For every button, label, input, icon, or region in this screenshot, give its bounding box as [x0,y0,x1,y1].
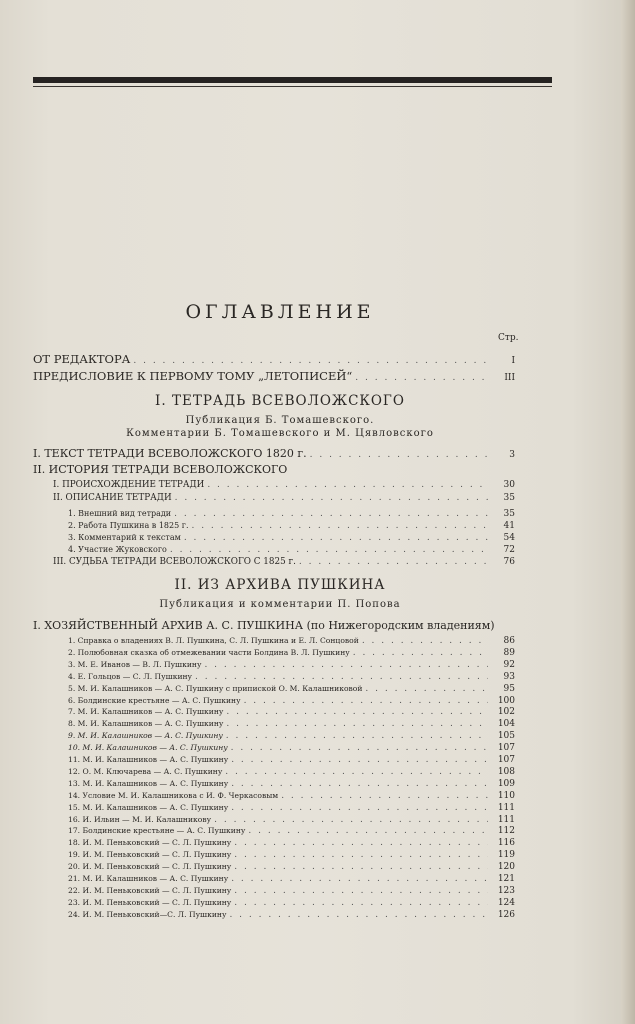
toc-entry-title: 1. Справка о владениях В. Л. Пушкина, С. Л. Пушкина и Е. Л. Сонцовой [68,636,359,645]
toc-entry-page: 95 [503,683,515,694]
dot-leader [234,898,488,908]
toc-entry-title: 3. Комментарий к текстам [68,533,181,542]
toc-entry-page: 124 [497,897,515,908]
toc-entry [68,684,515,694]
dot-leader [355,373,488,383]
toc-entry [68,910,515,920]
toc-entry-page: 3 [509,450,515,460]
dot-leader [170,545,488,555]
toc-entry-title: ОТ РЕДАКТОРА [33,352,131,366]
toc-entry [68,533,515,543]
toc-entry-page: 111 [497,802,515,813]
dot-leader [214,815,488,825]
toc-entry-title: III. СУДЬБА ТЕТРАДИ ВСЕВОЛОЖСКОГО С 1825 г. [53,557,296,567]
toc-entry-page: 110 [497,790,515,801]
toc-entry [68,791,515,801]
toc-entry-title: 4. Е. Гольцов — С. Л. Пушкину [68,671,193,681]
dot-leader [225,767,488,777]
toc-entry-title: II. ИСТОРИЯ ТЕТРАДИ ВСЕВОЛОЖСКОГО [33,463,288,476]
dot-leader [195,672,488,682]
toc-entry-page: 107 [497,743,515,754]
toc-entry-title: 18. И. М. Пеньковский — С. Л. Пушкину [68,838,232,848]
toc-entry-page: 93 [503,671,515,682]
dot-leader [365,684,488,694]
toc-entry-title: I. ПРОИСХОЖДЕНИЕ ТЕТРАДИ [53,480,205,490]
toc-entry [68,545,515,555]
toc-entry-front [33,352,515,366]
toc-entry-page: 41 [503,521,515,531]
toc-entry [68,707,515,717]
toc-entry-page: 105 [497,731,515,742]
dot-leader [226,707,488,717]
toc-entry [68,850,515,860]
dot-leader [226,731,488,741]
toc-entry-title: 7. М. И. Калашников — А. С. Пушкину [68,707,224,717]
toc-entry [53,557,515,567]
dot-leader [231,874,488,884]
toc-entry-page: 120 [497,862,515,873]
top-rule-thin [33,86,552,87]
toc-entry-page: 35 [503,509,515,519]
dot-leader [226,719,488,729]
dot-leader [175,493,488,503]
toc-entry-title: 11. М. И. Калашников — А. С. Пушкину [68,755,229,764]
toc-entry [53,480,515,490]
dot-leader [229,910,488,920]
dot-leader [204,660,488,670]
toc-entry-page: 109 [497,778,515,789]
toc-entry-title: 20. И. М. Пеньковский — С. Л. Пушкину [68,862,232,872]
toc-entry-title: 19. И. М. Пеньковский — С. Л. Пушкину [68,850,232,860]
toc-entry-page: 92 [503,659,515,670]
dot-leader [234,862,488,872]
toc-entry-title: 14. Условие М. И. Калашникова с И. Ф. Черкасовым [68,790,279,800]
dot-leader [244,696,488,706]
toc-entry-front [33,369,515,383]
toc-entry [33,463,515,476]
toc-entry-title: 6. Болдинские крестьяне — А. С. Пушкину [68,695,241,705]
section-heading: I. ХОЗЯЙСТВЕННЫЙ АРХИВ А. С. ПУШКИНА (по Нижегородским владениям) [33,619,495,632]
dot-leader [231,755,488,765]
toc-entry-title: ПРЕДИСЛОВИЕ К ПЕРВОМУ ТОМУ „ЛЕТОПИСЕЙ“ [33,369,353,383]
toc-entry-page: 100 [497,695,515,706]
toc-entry-page: 126 [497,909,515,920]
dot-leader [281,791,488,801]
top-rule [33,77,552,83]
toc-entry-title: 10. М. И. Калашников — А. С. Пушкину [68,743,228,753]
dot-leader [231,743,488,753]
dot-leader [191,521,488,531]
page-column-label: Стр. [498,333,519,343]
toc-entry-page: 72 [503,545,515,555]
toc-entry [68,838,515,848]
dot-leader [234,838,488,848]
page-title: ОГЛАВЛЕНИЕ [185,301,375,323]
part-commentary-note: Комментарии Б. Томашевского и М. Цявловского [126,428,434,439]
toc-entry-page: 102 [497,707,515,718]
toc-entry [68,660,515,670]
dot-leader [231,779,488,789]
dot-leader [207,480,488,490]
dot-leader [310,450,488,460]
toc-entry-title: 9. М. И. Калашников — А. С. Пушкину [68,731,223,741]
dot-leader [362,636,488,646]
toc-entry [68,803,515,813]
toc-entry-title: 23. И. М. Пеньковский — С. Л. Пушкину [68,897,232,907]
toc-entry-title: 21. М. И. Калашников — А. С. Пушкину [68,874,229,883]
part-heading: I. ТЕТРАДЬ ВСЕВОЛОЖСКОГО [155,393,405,409]
toc-entry [68,509,515,519]
toc-entry [68,755,515,765]
dot-leader [184,533,488,543]
toc-entry-page: 89 [503,647,515,658]
part-publication-note: Публикация и комментарии П. Попова [159,599,401,610]
page-edge [621,0,635,1024]
toc-entry [68,743,515,753]
toc-entry [68,636,515,646]
toc-entry-page: 104 [497,719,515,730]
toc-entry-page: 111 [497,814,515,825]
dot-leader [234,886,488,896]
toc-entry-page: 86 [503,636,515,646]
dot-leader [231,803,488,813]
toc-entry-page: 116 [497,838,515,849]
toc-entry-page: 119 [497,850,515,861]
toc-entry-title: 13. М. И. Калашников — А. С. Пушкину [68,778,229,788]
dot-leader [133,356,488,366]
dot-leader [248,826,488,836]
part-publication-note: Публикация Б. Томашевского. [185,415,375,426]
toc-entry-title: II. ОПИСАНИЕ ТЕТРАДИ [53,493,172,503]
toc-entry-page: 54 [503,533,515,543]
toc-entry-page: 76 [503,557,515,567]
toc-entry [68,731,515,741]
toc-entry-title: 15. М. И. Калашников — А. С. Пушкину [68,802,229,812]
dot-leader [299,557,488,567]
toc-entry [68,874,515,884]
toc-entry-page: 35 [503,493,515,503]
toc-entry [53,493,515,503]
toc-entry [33,447,515,460]
toc-entry-page: 121 [497,874,515,884]
toc-entry-page: I [511,356,515,366]
toc-entry-page: III [504,373,515,383]
toc-entry [68,862,515,872]
toc-entry [68,672,515,682]
toc-entry [68,898,515,908]
dot-leader [174,509,488,519]
dot-leader [234,850,488,860]
toc-entry-title: 1. Внешний вид тетради [68,509,172,518]
toc-entry-title: 3. М. Е. Иванов — В. Л. Пушкину [68,659,202,669]
toc-entry-page: 30 [503,480,515,490]
toc-entry [68,521,515,531]
toc-entry [68,767,515,777]
toc-entry-page: 108 [497,766,515,777]
toc-entry-title: 2. Полюбовная сказка об отмежевании части Болдина В. Л. Пушкину [68,647,350,657]
part-heading: II. ИЗ АРХИВА ПУШКИНА [174,577,386,593]
toc-entry-title: 12. О. М. Ключарева — А. С. Пушкину [68,766,223,776]
toc-entry-title: 22. И. М. Пеньковский — С. Л. Пушкину [68,885,232,895]
dot-leader [353,648,488,658]
toc-entry [68,648,515,658]
toc-entry [68,826,515,836]
toc-entry [68,779,515,789]
toc-entry-title: 16. И. Ильин — М. И. Калашникову [68,814,212,824]
toc-entry-page: 112 [497,826,515,837]
toc-entry [68,815,515,825]
toc-entry [68,696,515,706]
toc-entry-title: I. ТЕКСТ ТЕТРАДИ ВСЕВОЛОЖСКОГО 1820 г. [33,447,307,460]
toc-entry-title: 4. Участие Жуковского [68,545,167,554]
toc-entry-page: 123 [497,885,515,896]
toc-entry-title: 17. Болдинские крестьяне — А. С. Пушкину [68,826,246,836]
toc-entry-title: 5. М. И. Калашников — А. С. Пушкину с припиской О. М. Калашниковой [68,683,363,693]
toc-entry-title: 8. М. И. Калашников — А. С. Пушкину [68,719,224,729]
toc-entry-title: 2. Работа Пушкина в 1825 г. [68,521,189,530]
toc-entry [68,886,515,896]
toc-entry-title: 24. И. М. Пеньковский—С. Л. Пушкину [68,909,227,919]
toc-entry-page: 107 [497,755,515,765]
toc-entry [68,719,515,729]
